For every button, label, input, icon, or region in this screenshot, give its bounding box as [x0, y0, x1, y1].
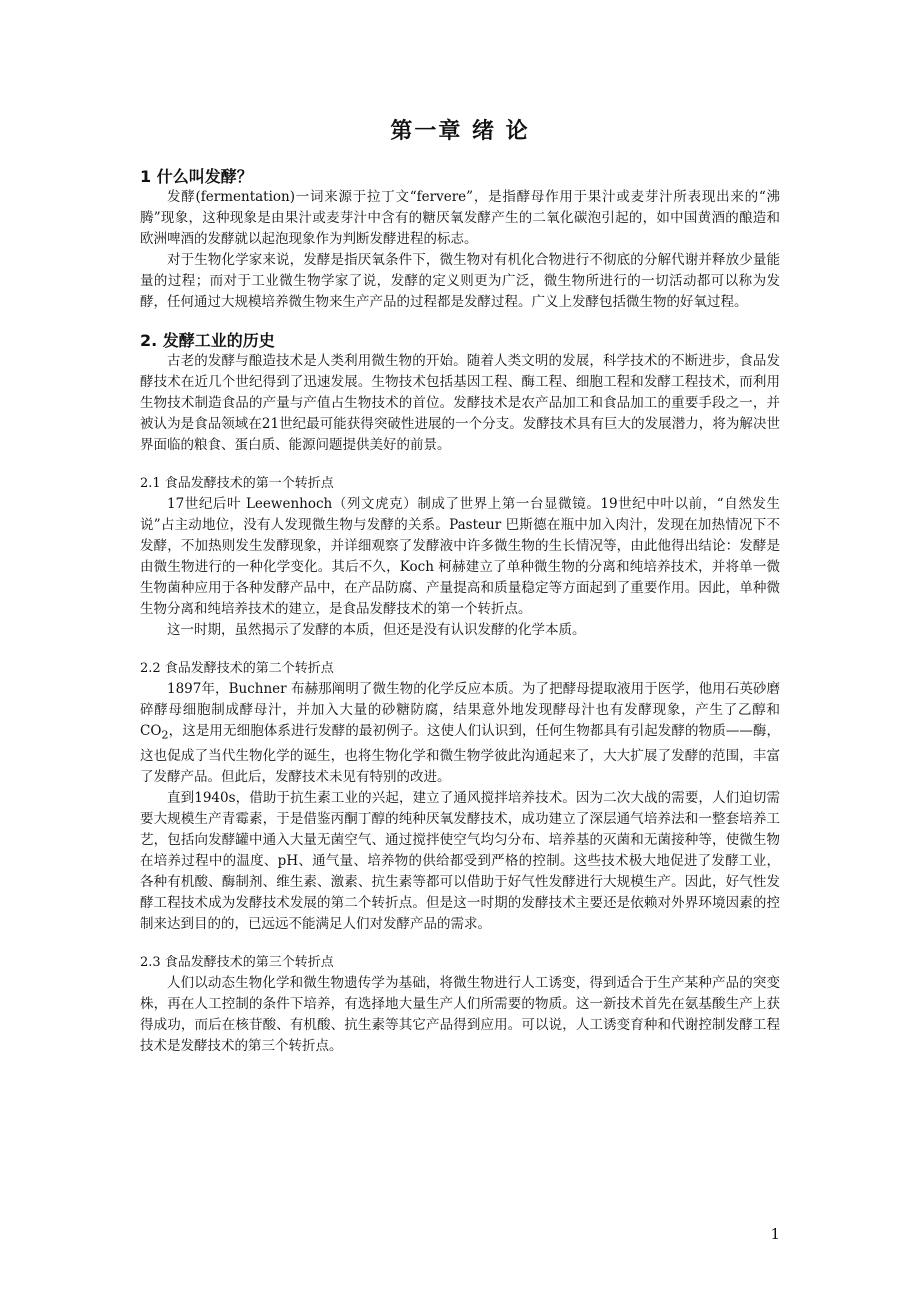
paragraph — [140, 679, 780, 788]
subsection-heading: 2.3 食品发酵技术的第三个转折点 — [140, 954, 334, 970]
section-fermentation-history — [140, 330, 780, 456]
paragraph: 发酵(fermentation)一词来源于拉丁文“fervere”，是指酵母作用于果汁或麦芽汁所表现出来的“沸腾”现象，这种现象是由果汁或麦芽汁中含有的糖厌氧发酵产生的二氧化碳泡引起的，如中国黄酒的酿造和欧洲啤酒的发酵就以起泡现象作为判断发酵进程的标志。 — [140, 189, 780, 247]
subsection-first-turning-point — [140, 473, 780, 641]
page-number: 1 — [770, 1225, 780, 1243]
section-what-is-fermentation — [140, 166, 780, 313]
paragraph: 对于生物化学家来说，发酵是指厌氧条件下，微生物对有机化合物进行不彻底的分解代谢并释放少量能量的过程；而对于工业微生物学家了说，发酵的定义则更为广泛，微生物所进行的一切活动都可以称为发酵，任何通过大规模培养微生物来生产产品的过程都是发酵过程。广义上发酵包括微生物的好氧过程。 — [140, 252, 780, 310]
paragraph: 直到1940s，借助于抗生素工业的兴起，建立了通风搅拌培养技术。因为二次大战的需要，人们迫切需要大规模生产青霉素，于是借鉴丙酮丁醇的纯种厌氧发酵技术，成功建立了深层通气培养法和一整套培养工艺，包括向发酵罐中通入大量无菌空气、通过搅拌使空气均匀分布、培养基的灭菌和无菌接种等，使微生物在培养过程中的温度、pH、通气量、培养物的供给都受到严格的控制。这些技术极大地促进了发酵工业，各种有机酸、酶制剂、维生素、激素、抗生素等都可以借助于好气性发酵进行大规模生产。因此，好气性发酵工程技术成为发酵技术发展的第二个转折点。但是这一时期的发酵技术主要还是依赖对外界环境因素的控制来达到目的的，已远远不能满足人们对发酵产品的需求。 — [140, 789, 780, 932]
subsection-heading: 2.1 食品发酵技术的第一个转折点 — [140, 476, 334, 491]
document-body — [140, 166, 780, 1074]
section-heading: 2. 发酵工业的历史 — [140, 331, 275, 350]
subsection-heading: 2.2 食品发酵技术的第二个转折点 — [140, 661, 334, 676]
subsection-second-turning-point — [140, 658, 780, 935]
paragraph: 这一时期，虽然揭示了发酵的本质，但还是没有认识发酵的化学本质。 — [167, 622, 586, 638]
chapter-title: 第一章 绪 论 — [390, 119, 530, 144]
paragraph: 人们以动态生物化学和微生物遗传学为基础，将微生物进行人工诱变，得到适合于生产某种产品的突变株，再在人工控制的条件下培养，有选择地大量生产人们所需要的物质。这一新技术首先在氨基酸生产上获得成功，而后在核苷酸、有机酸、抗生素等其它产品得到应用。可以说，人工诱变育种和代谢控制发酵工程技术是发酵技术的第三个转折点。 — [140, 974, 780, 1054]
paragraph: 17世纪后叶 Leewenhoch（列文虎克）制成了世界上第一台显微镜。19世纪中叶以前，“自然发生说”占主动地位，没有人发现微生物与发酵的关系。Pasteur 巴斯德在瓶中加入肉汁，发现在加热情况下不发酵，不加热则发生发酵现象，并详细观察了发酵液中许多微生物的生长情况等，由此他得出结论：发酵是由微生物进行的一种化学变化。其后不久，Koch 柯赫建立了单种微生物的分离和纯培养技术，并将单一微生物菌种应用于各种发酵产品中，在产品防腐、产量提高和质量稳定等方面起到了重要作用。因此，单种微生物分离和纯培养技术的建立，是食品发酵技术的第一个转折点。 — [140, 496, 780, 617]
subsection-third-turning-point — [140, 952, 780, 1057]
paragraph-text: 1897年，Buchner 布赫那阐明了微生物的化学反应本质。为了把酵母提取液用于医学，他用石英砂磨碎酵母细胞制成酵母汁，并加入大量的砂糖防腐，结果意外地发现酵母汁也有发酵现象，产生了乙醇和 CO — [140, 681, 780, 739]
section-heading: 1 什么叫发酵？ — [140, 167, 253, 186]
paragraph-text: ，这是用无细胞体系进行发酵的最初例子。这使人们认识到，任何生物都具有引起发酵的物质——酶，这也促成了当代生物化学的诞生，也将生物化学和微生物学彼此沟通起来了，大大扩展了发酵的范围，丰富了发酵产品。但此后，发酵技术未见有特别的改进。 — [140, 723, 780, 785]
subscript: 2 — [161, 728, 169, 742]
paragraph: 古老的发酵与酿造技术是人类利用微生物的开始。随着人类文明的发展，科学技术的不断进步，食品发酵技术在近几个世纪得到了迅速发展。生物技术包括基因工程、酶工程、细胞工程和发酵工程技术，而利用生物技术制造食品的产量与产值占生物技术的首位。发酵技术是农产品加工和食品加工的重要手段之一，并被认为是食品领域在21世纪最可能获得突破性进展的一个分支。发酵技术具有巨大的发展潜力，将为解决世界面临的粮食、蛋白质、能源问题提供美好的前景。 — [140, 353, 780, 453]
